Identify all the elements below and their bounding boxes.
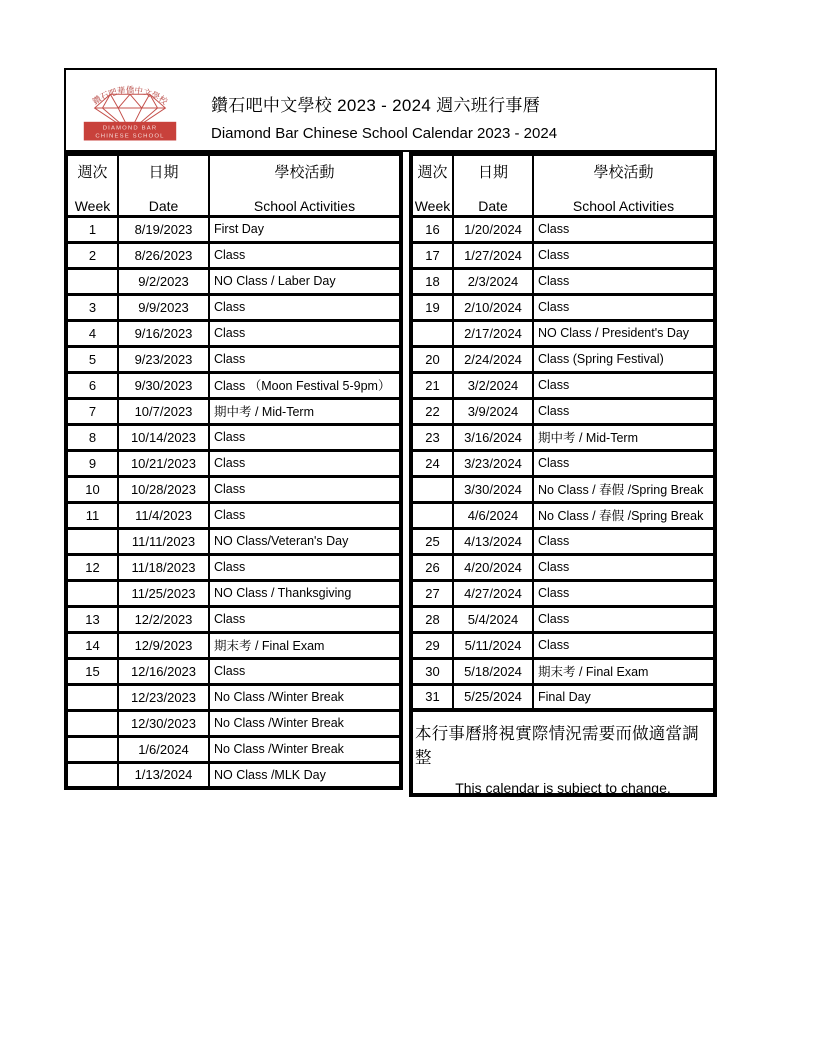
header-row	[66, 154, 401, 216]
table-row	[66, 216, 401, 242]
table-row	[411, 476, 715, 502]
date-cell: 11/18/2023	[118, 554, 209, 580]
date-column-header	[453, 154, 533, 216]
week-header-en: Week	[74, 198, 111, 214]
week-cell	[411, 502, 453, 528]
date-cell: 11/11/2023	[118, 528, 209, 554]
date-cell: 10/14/2023	[118, 424, 209, 450]
calendar-table-spring	[409, 152, 717, 712]
date-cell: 4/6/2024	[453, 502, 533, 528]
week-cell: 13	[66, 606, 118, 632]
activity-cell: NO Class /MLK Day	[209, 762, 401, 788]
activities-header-en: School Activities	[572, 198, 675, 214]
week-header-zh: 週次	[417, 164, 448, 181]
activity-cell: Class	[209, 658, 401, 684]
table-row	[66, 502, 401, 528]
week-cell: 6	[66, 372, 118, 398]
week-cell: 26	[411, 554, 453, 580]
activity-cell: Class	[209, 294, 401, 320]
note-text-zh: 本行事曆將視實際情況需要而做適當調整	[415, 725, 699, 767]
activity-cell: First Day	[209, 216, 401, 242]
activities-column-header	[209, 154, 401, 216]
table-row	[411, 294, 715, 320]
date-cell: 11/25/2023	[118, 580, 209, 606]
activity-cell: NO Class/Veteran's Day	[209, 528, 401, 554]
date-cell: 5/25/2024	[453, 684, 533, 710]
week-cell	[66, 710, 118, 736]
activity-cell: Class (Spring Festival)	[533, 346, 715, 372]
week-cell: 24	[411, 450, 453, 476]
table-row	[66, 554, 401, 580]
activities-header-zh: 學校活動	[274, 164, 335, 181]
table-row	[66, 346, 401, 372]
activity-cell: Class	[209, 554, 401, 580]
activity-cell: No Class / 春假 /Spring Break	[533, 502, 715, 528]
date-cell: 5/11/2024	[453, 632, 533, 658]
logo-banner-line1: DIAMOND BAR	[102, 125, 158, 132]
activities-header-zh: 學校活動	[593, 164, 654, 181]
week-cell	[66, 762, 118, 788]
date-cell: 1/20/2024	[453, 216, 533, 242]
date-cell: 2/10/2024	[453, 294, 533, 320]
week-header-zh: 週次	[77, 164, 108, 181]
date-cell: 4/13/2024	[453, 528, 533, 554]
week-cell: 17	[411, 242, 453, 268]
date-cell: 10/28/2023	[118, 476, 209, 502]
table-row	[66, 424, 401, 450]
activity-cell: Class	[533, 580, 715, 606]
page-title-zh: 鑽石吧中文學校 2023 - 2024 週六班行事曆	[211, 95, 540, 115]
activities-header-en: School Activities	[253, 198, 356, 214]
week-cell: 31	[411, 684, 453, 710]
activity-cell: Class	[209, 502, 401, 528]
logo-banner	[84, 122, 176, 141]
week-cell	[411, 320, 453, 346]
page-title-en: Diamond Bar Chinese School Calendar 2023 - 2024	[211, 124, 558, 142]
activity-cell: Class	[209, 450, 401, 476]
week-cell: 5	[66, 346, 118, 372]
table-row	[66, 606, 401, 632]
week-cell: 9	[66, 450, 118, 476]
date-cell: 12/9/2023	[118, 632, 209, 658]
date-cell: 9/2/2023	[118, 268, 209, 294]
title-block	[211, 79, 557, 142]
date-cell: 2/24/2024	[453, 346, 533, 372]
week-header-en: Week	[414, 198, 451, 214]
date-header-zh: 日期	[148, 164, 179, 181]
week-cell	[66, 528, 118, 554]
activity-cell: Class	[209, 320, 401, 346]
table-row	[411, 502, 715, 528]
activity-cell: Class	[533, 268, 715, 294]
activity-cell: 期中考 / Mid-Term	[209, 398, 401, 424]
date-cell: 9/23/2023	[118, 346, 209, 372]
document-header	[64, 68, 717, 152]
note-box	[409, 708, 717, 797]
table-row	[66, 684, 401, 710]
date-cell: 1/6/2024	[118, 736, 209, 762]
date-cell: 2/17/2024	[453, 320, 533, 346]
date-cell: 10/21/2023	[118, 450, 209, 476]
activity-cell: 期末考 / Final Exam	[209, 632, 401, 658]
activity-cell: Class	[209, 242, 401, 268]
logo-banner-line2: CHINESE SCHOOL	[95, 133, 165, 140]
week-column-header	[411, 154, 453, 216]
table-row	[411, 216, 715, 242]
week-cell: 1	[66, 216, 118, 242]
date-header-zh: 日期	[477, 164, 508, 181]
table-row	[66, 632, 401, 658]
activity-cell: NO Class / President's Day	[533, 320, 715, 346]
activity-cell: Class	[533, 528, 715, 554]
activity-cell: Class	[209, 606, 401, 632]
date-cell: 1/13/2024	[118, 762, 209, 788]
date-cell: 1/27/2024	[453, 242, 533, 268]
week-cell: 21	[411, 372, 453, 398]
week-cell	[66, 684, 118, 710]
activity-cell: Class	[533, 242, 715, 268]
activity-cell: Class	[533, 294, 715, 320]
activity-cell: Class	[533, 554, 715, 580]
activity-cell: Class	[209, 346, 401, 372]
week-cell: 11	[66, 502, 118, 528]
table-row	[411, 450, 715, 476]
school-logo-icon	[71, 74, 189, 146]
week-cell: 15	[66, 658, 118, 684]
table-row	[411, 242, 715, 268]
week-cell: 2	[66, 242, 118, 268]
week-cell: 29	[411, 632, 453, 658]
week-cell: 27	[411, 580, 453, 606]
activity-cell: Class （Moon Festival 5-9pm）	[209, 372, 401, 398]
week-cell: 22	[411, 398, 453, 424]
week-cell: 8	[66, 424, 118, 450]
table-row	[66, 242, 401, 268]
table-row	[411, 398, 715, 424]
week-cell: 20	[411, 346, 453, 372]
activity-cell: No Class /Winter Break	[209, 736, 401, 762]
date-header-en: Date	[148, 198, 179, 214]
activity-cell: No Class / 春假 /Spring Break	[533, 476, 715, 502]
date-cell: 5/4/2024	[453, 606, 533, 632]
activity-cell: Class	[533, 606, 715, 632]
activity-cell: Class	[533, 372, 715, 398]
header-row	[411, 154, 715, 216]
table-row	[411, 606, 715, 632]
week-cell	[66, 580, 118, 606]
table-row	[66, 710, 401, 736]
activity-cell: NO Class / Laber Day	[209, 268, 401, 294]
table-row	[411, 528, 715, 554]
week-cell	[66, 736, 118, 762]
date-cell: 12/23/2023	[118, 684, 209, 710]
table-row	[66, 450, 401, 476]
date-cell: 9/16/2023	[118, 320, 209, 346]
date-cell: 5/18/2024	[453, 658, 533, 684]
table-row	[66, 580, 401, 606]
table-row	[66, 398, 401, 424]
date-cell: 4/27/2024	[453, 580, 533, 606]
calendar-tables	[64, 152, 717, 797]
table-row	[66, 658, 401, 684]
week-cell: 25	[411, 528, 453, 554]
activity-cell: Class	[209, 424, 401, 450]
table-row	[411, 684, 715, 710]
table-row	[66, 268, 401, 294]
activity-cell: Class	[533, 216, 715, 242]
date-cell: 11/4/2023	[118, 502, 209, 528]
date-cell: 9/30/2023	[118, 372, 209, 398]
week-cell: 12	[66, 554, 118, 580]
date-cell: 8/19/2023	[118, 216, 209, 242]
week-cell: 4	[66, 320, 118, 346]
table-row	[411, 268, 715, 294]
week-cell: 30	[411, 658, 453, 684]
table-row	[66, 294, 401, 320]
date-cell: 3/9/2024	[453, 398, 533, 424]
table-row	[66, 528, 401, 554]
date-cell: 3/16/2024	[453, 424, 533, 450]
activity-cell: Class	[209, 476, 401, 502]
week-cell: 14	[66, 632, 118, 658]
table-row	[66, 736, 401, 762]
activity-cell: No Class /Winter Break	[209, 684, 401, 710]
date-cell: 12/2/2023	[118, 606, 209, 632]
activity-cell: NO Class / Thanksgiving	[209, 580, 401, 606]
week-cell	[411, 476, 453, 502]
week-cell: 7	[66, 398, 118, 424]
right-column	[409, 152, 717, 797]
calendar-table-fall	[64, 152, 403, 790]
week-cell: 28	[411, 606, 453, 632]
week-column-header	[66, 154, 118, 216]
date-header-en: Date	[478, 198, 508, 214]
table-row	[411, 372, 715, 398]
week-cell: 18	[411, 268, 453, 294]
week-cell	[66, 268, 118, 294]
table-row	[411, 580, 715, 606]
activity-cell: 期中考 / Mid-Term	[533, 424, 715, 450]
table-row	[66, 372, 401, 398]
logo-arc-text: 鑽石吧華僑中文學校	[90, 84, 170, 107]
date-cell: 3/30/2024	[453, 476, 533, 502]
date-column-header	[118, 154, 209, 216]
date-cell: 3/23/2024	[453, 450, 533, 476]
date-cell: 8/26/2023	[118, 242, 209, 268]
activity-cell: Class	[533, 632, 715, 658]
activities-column-header	[533, 154, 715, 216]
date-cell: 4/20/2024	[453, 554, 533, 580]
week-cell: 10	[66, 476, 118, 502]
table-row	[66, 476, 401, 502]
table-row	[411, 424, 715, 450]
note-text-en: This calendar is subject to change.	[455, 780, 671, 796]
table-row	[411, 346, 715, 372]
activity-cell: Final Day	[533, 684, 715, 710]
date-cell: 12/30/2023	[118, 710, 209, 736]
date-cell: 10/7/2023	[118, 398, 209, 424]
date-cell: 9/9/2023	[118, 294, 209, 320]
date-cell: 3/2/2024	[453, 372, 533, 398]
table-row	[411, 632, 715, 658]
date-cell: 2/3/2024	[453, 268, 533, 294]
table-row	[66, 320, 401, 346]
table-row	[411, 658, 715, 684]
date-cell: 12/16/2023	[118, 658, 209, 684]
week-cell: 16	[411, 216, 453, 242]
table-row	[411, 554, 715, 580]
activity-cell: No Class /Winter Break	[209, 710, 401, 736]
activity-cell: 期末考 / Final Exam	[533, 658, 715, 684]
week-cell: 19	[411, 294, 453, 320]
week-cell: 3	[66, 294, 118, 320]
table-row	[411, 320, 715, 346]
activity-cell: Class	[533, 450, 715, 476]
table-row	[66, 762, 401, 788]
week-cell: 23	[411, 424, 453, 450]
activity-cell: Class	[533, 398, 715, 424]
